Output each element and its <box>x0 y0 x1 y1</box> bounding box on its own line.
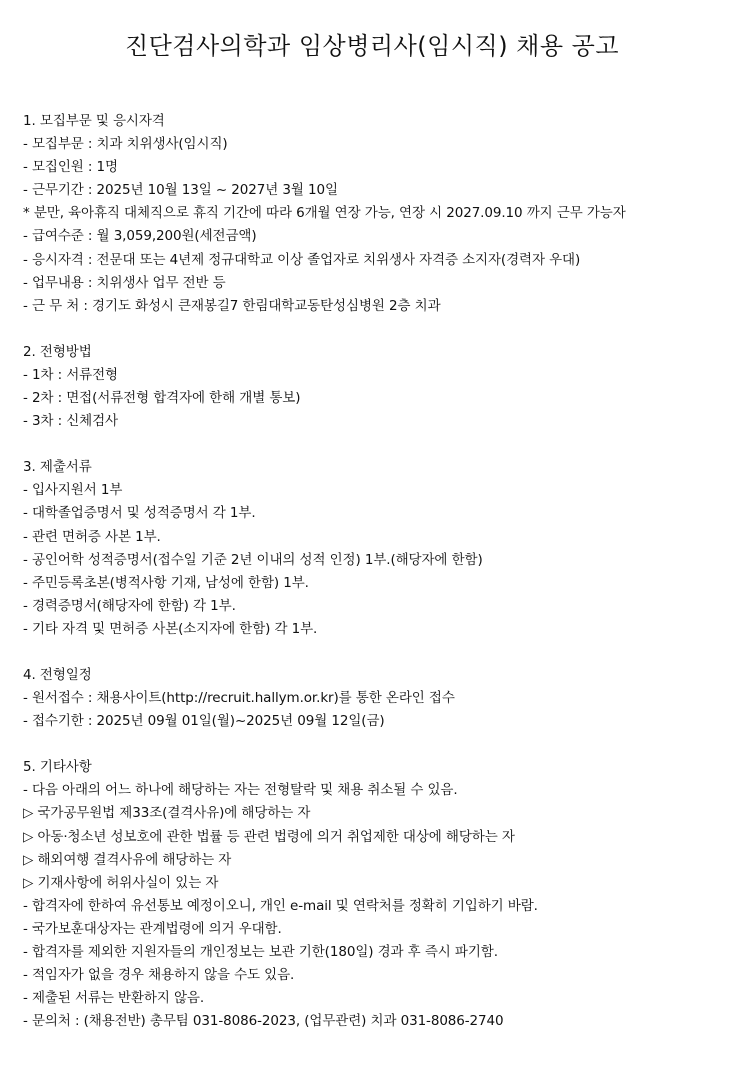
section-schedule <box>23 664 738 733</box>
list-item: - 응시자격 : 전문대 또는 4년제 정규대학교 이상 졸업자로 치위생사 자격증 소지자(경력자 우대) <box>23 251 581 268</box>
list-item: - 제출된 서류는 반환하지 않음. <box>23 990 205 1007</box>
list-item: - 모집인원 : 1명 <box>23 159 118 176</box>
list-item: ▷ 기재사항에 허위사실이 있는 자 <box>23 874 219 891</box>
section-recruitment <box>23 110 738 318</box>
list-item: - 1차 : 서류전형 <box>23 366 118 383</box>
list-item: - 급여수준 : 월 3,059,200원(세전금액) <box>23 228 257 245</box>
section-heading: 5. 기타사항 <box>23 759 92 776</box>
list-item: - 3차 : 신체검사 <box>23 413 118 430</box>
list-item: - 대학졸업증명서 및 성적증명서 각 1부. <box>23 505 256 522</box>
section-heading: 2. 전형방법 <box>23 343 92 360</box>
list-item: - 관련 면허증 사본 1부. <box>23 528 161 545</box>
list-item: - 원서접수 : 채용사이트(http://recruit.hallym.or.kr)를 통한 온라인 접수 <box>23 690 455 707</box>
section-selection-method <box>23 341 738 433</box>
list-item: - 모집부문 : 치과 치위생사(임시직) <box>23 136 228 153</box>
list-item: * 분만, 육아휴직 대체직으로 휴직 기간에 따라 6개월 연장 가능, 연장 시 2027.09.10 까지 근무 가능자 <box>23 205 626 222</box>
list-item: - 문의처 : (채용전반) 총무팀 031-8086-2023, (업무관련) 치과 031-8086-2740 <box>23 1013 504 1030</box>
list-item: - 접수기한 : 2025년 09월 01일(월)~2025년 09월 12일(금) <box>23 713 385 730</box>
list-item: - 업무내용 : 치위생사 업무 전반 등 <box>23 274 226 291</box>
list-item: - 국가보훈대상자는 관계법령에 의거 우대함. <box>23 920 282 937</box>
document-body <box>23 110 738 1056</box>
list-item: - 주민등록초본(병적사항 기재, 남성에 한함) 1부. <box>23 574 309 591</box>
list-item: - 공인어학 성적증명서(접수일 기준 2년 이내의 성적 인정) 1부.(해당자에 한함) <box>23 551 483 568</box>
list-item: - 기타 자격 및 면허증 사본(소지자에 한함) 각 1부. <box>23 620 318 637</box>
list-item: ▷ 국가공무원법 제33조(결격사유)에 해당하는 자 <box>23 805 311 822</box>
section-documents <box>23 456 738 641</box>
list-item: - 근 무 처 : 경기도 화성시 큰재봉길7 한림대학교동탄성심병원 2층 치과 <box>23 297 441 314</box>
list-item: - 2차 : 면접(서류전형 합격자에 한해 개별 통보) <box>23 390 301 407</box>
section-heading: 3. 제출서류 <box>23 459 92 476</box>
section-other-notes <box>23 756 738 1033</box>
list-item: - 합격자에 한하여 유선통보 예정이오니, 개인 e-mail 및 연락처를 정확히 기입하기 바람. <box>23 897 538 914</box>
list-item: - 합격자를 제외한 지원자들의 개인정보는 보관 기한(180일) 경과 후 즉시 파기함. <box>23 944 498 960</box>
list-item: - 근무기간 : 2025년 10월 13일 ~ 2027년 3월 10일 <box>23 182 338 199</box>
list-item: - 경력증명서(해당자에 한함) 각 1부. <box>23 597 236 614</box>
list-item: - 입사지원서 1부 <box>23 482 123 499</box>
document-title: 진단검사의학과 임상병리사(임시직) 채용 공고 <box>124 32 620 60</box>
section-heading: 4. 전형일정 <box>23 666 92 683</box>
list-item: - 다음 아래의 어느 하나에 해당하는 자는 전형탈락 및 채용 취소될 수 있음. <box>23 782 458 799</box>
list-item: ▷ 해외여행 결격사유에 해당하는 자 <box>23 851 232 868</box>
section-heading: 1. 모집부문 및 응시자격 <box>23 113 165 129</box>
list-item: ▷ 아동·청소년 성보호에 관한 법률 등 관련 법령에 의거 취업제한 대상에 해당하는 자 <box>23 828 515 845</box>
list-item: - 적임자가 없을 경우 채용하지 않을 수도 있음. <box>23 967 295 984</box>
